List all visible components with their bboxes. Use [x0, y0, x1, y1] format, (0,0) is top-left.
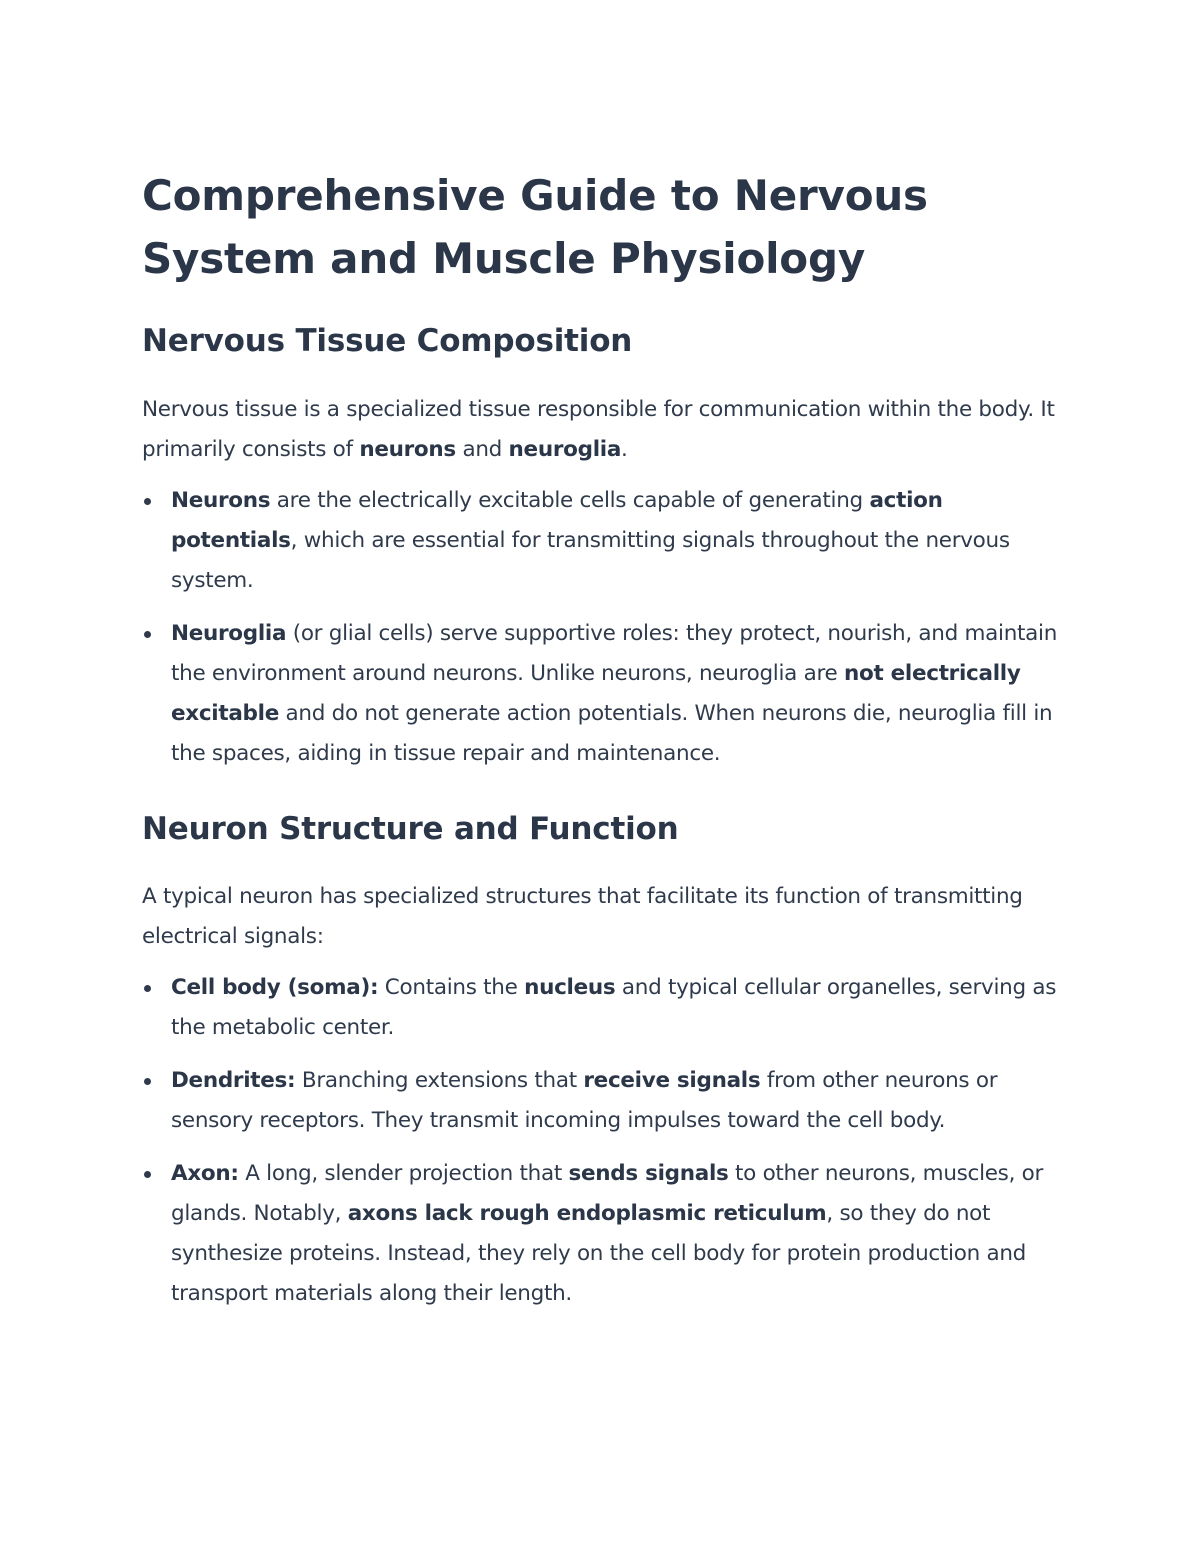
page-title	[142, 164, 1062, 290]
list-item-dendrites: Dendrites: Branching extensions that receive signals from other neurons or sensory receptors. They transmit incoming impulses toward the cell body.	[142, 1061, 1062, 1141]
document-page	[142, 164, 1062, 1314]
section-heading-nervous-tissue: Nervous Tissue Composition	[142, 323, 633, 359]
bullet-icon	[144, 1078, 151, 1085]
list-item-axon: Axon: A long, slender projection that sends signals to other neurons, muscles, or glands. Notably, axons lack rough endoplasmic reticulum, so they do not synthesize proteins. Instead, they rely on the cell body for protein production and transport materials along their length.	[142, 1154, 1062, 1314]
list-item-cell-body: Cell body (soma): Contains the nucleus and typical cellular organelles, serving as the metabolic center.	[142, 968, 1062, 1048]
bullet-icon	[144, 631, 151, 638]
bullet-icon	[144, 985, 151, 992]
section-heading-neuron-structure: Neuron Structure and Function	[142, 811, 679, 847]
bullet-icon	[144, 1171, 151, 1178]
neuron-structure-list	[142, 968, 1062, 1314]
nervous-tissue-intro: Nervous tissue is a specialized tissue responsible for communication within the body. It primarily consists of neurons and neuroglia.	[142, 397, 1055, 462]
bullet-icon	[144, 498, 151, 505]
list-item-neuroglia: Neuroglia (or glial cells) serve supportive roles: they protect, nourish, and maintain the environment around neurons. Unlike neurons, neuroglia are not electrically excitable and do not generate action potentials. When neurons die, neuroglia fill in the spaces, aiding in tissue repair and maintenance.	[142, 614, 1062, 774]
list-item-neurons: Neurons are the electrically excitable cells capable of generating action potentials, which are essential for transmitting signals throughout the nervous system.	[142, 481, 1062, 601]
neuron-structure-intro: A typical neuron has specialized structures that facilitate its function of transmitting electrical signals:	[142, 884, 1023, 949]
nervous-tissue-list	[142, 481, 1062, 774]
page-title-line2: System and Muscle Physiology	[142, 234, 866, 283]
page-title-line1: Comprehensive Guide to Nervous	[142, 171, 928, 220]
